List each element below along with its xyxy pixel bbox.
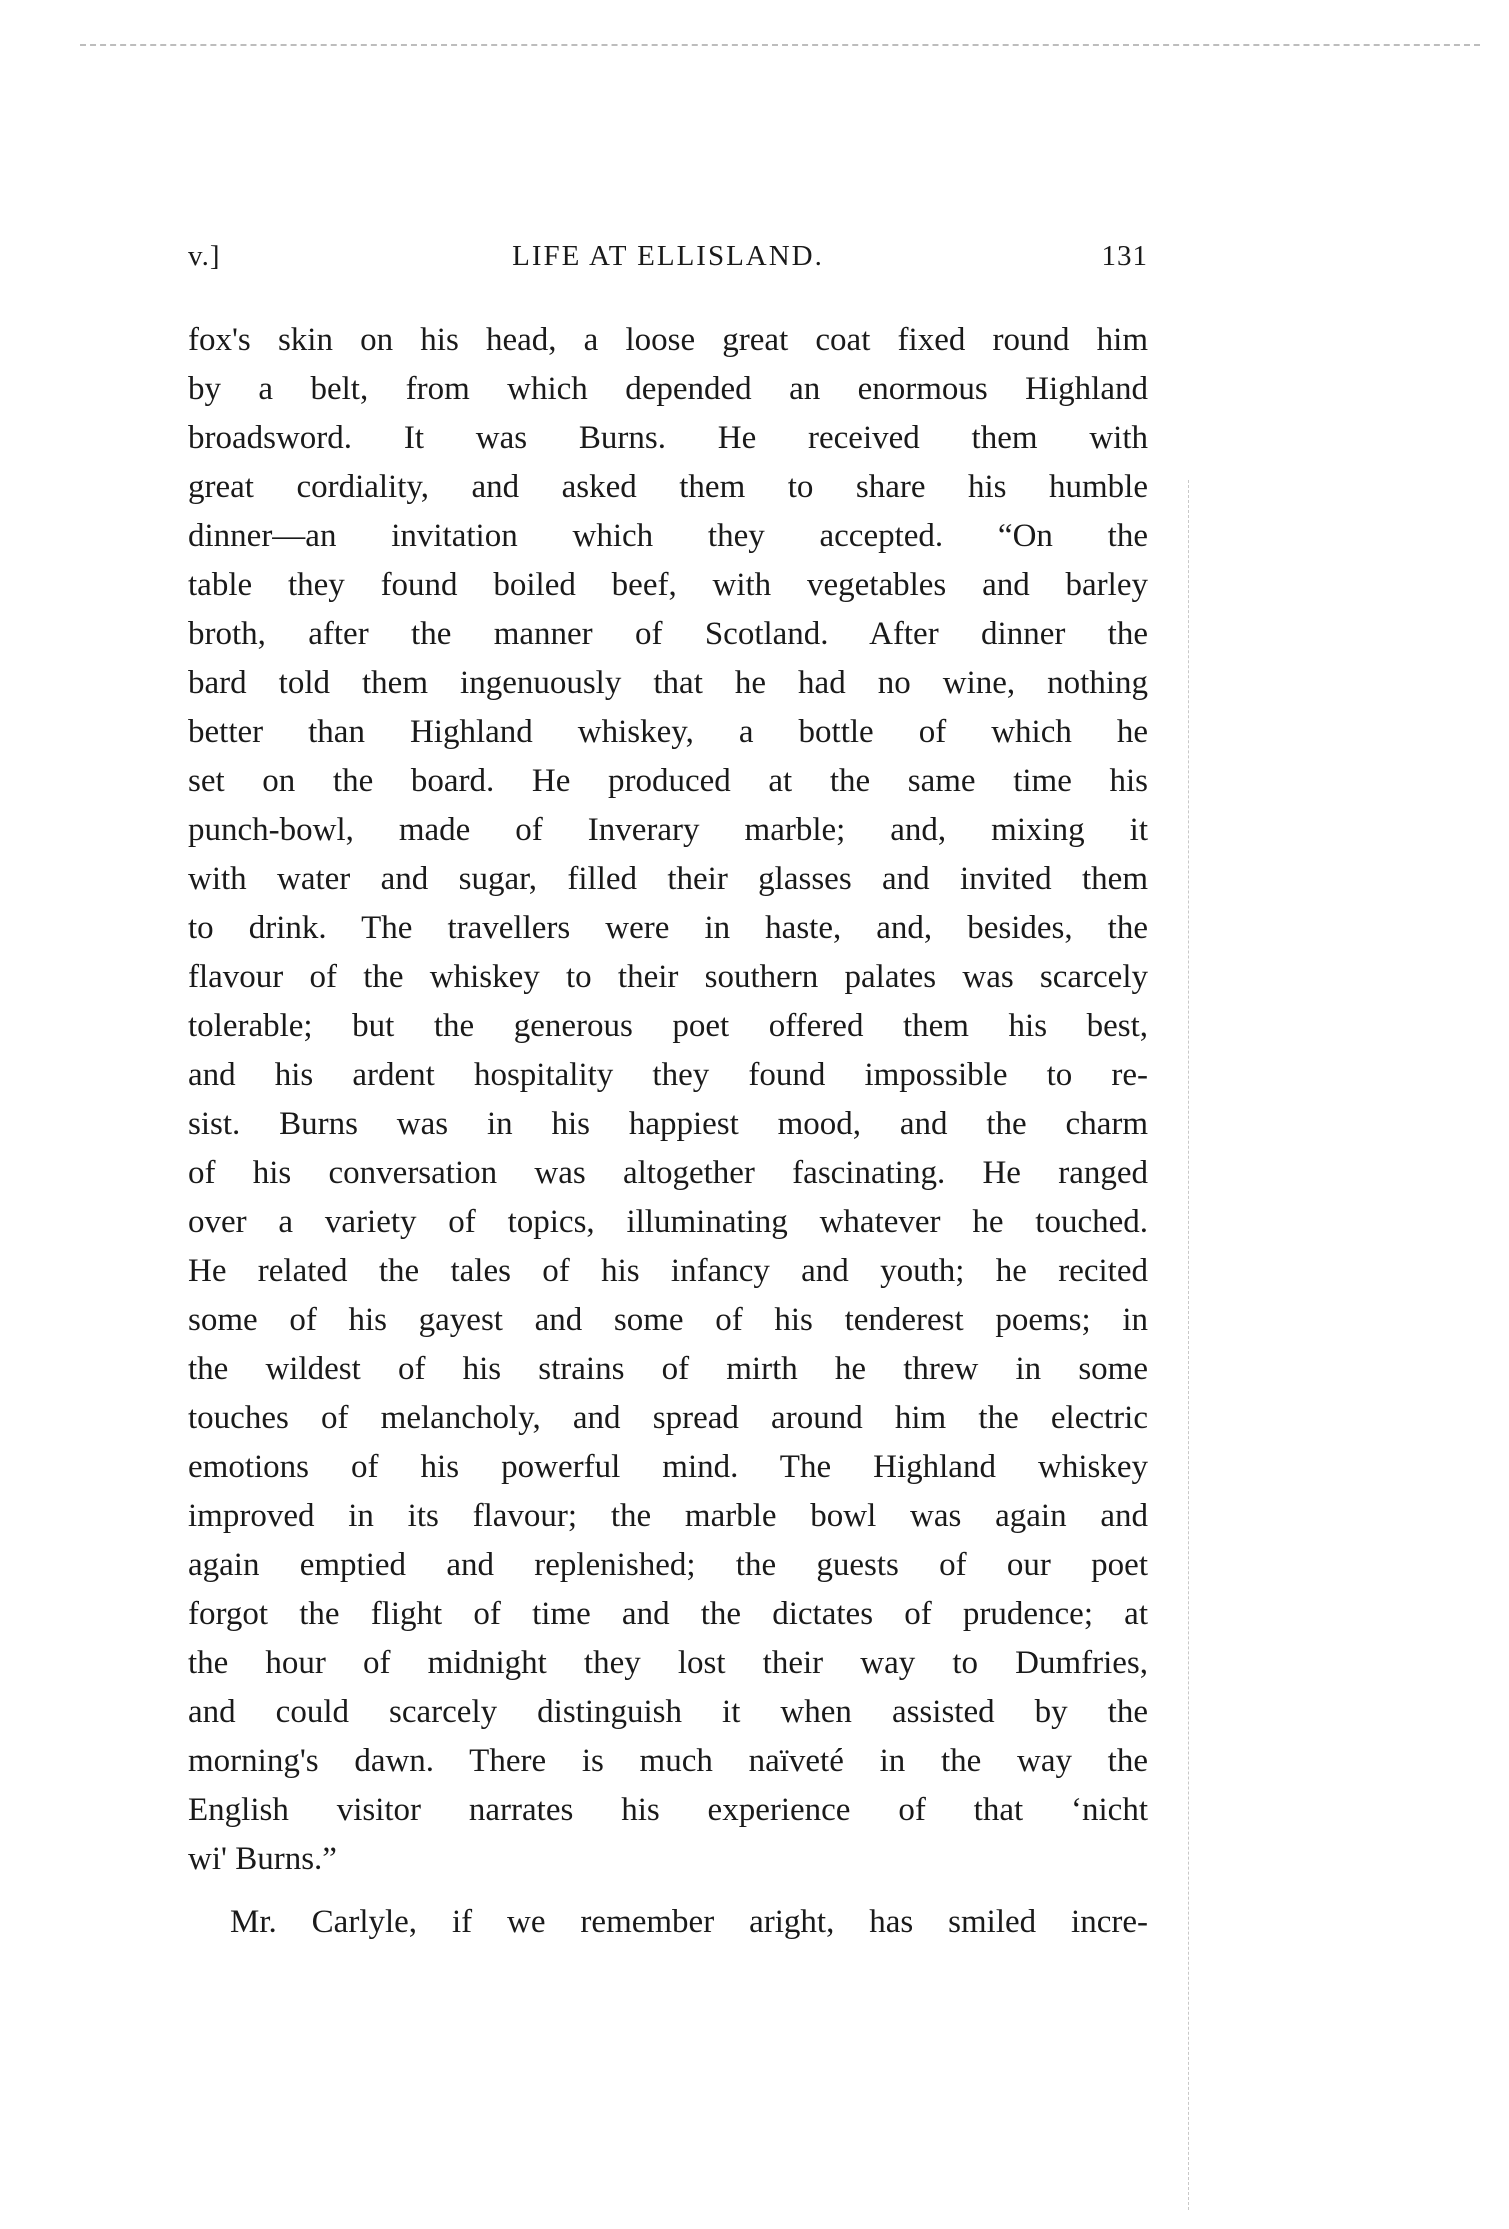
text-line: the wildest of his strains of mirth he threw in some [188,1351,1148,1387]
text-line: of his conversation was altogether fascinating. He ranged [188,1155,1148,1191]
text-line: to drink. The travellers were in haste, and, besides, the [188,910,1148,946]
text-line: better than Highland whiskey, a bottle of which he [188,714,1148,750]
text-line: again emptied and replenished; the guests of our poet [188,1547,1148,1583]
text-line: the hour of midnight they lost their way to Dumfries, [188,1645,1148,1681]
text-line: dinner—an invitation which they accepted. “On the [188,518,1148,554]
text-line: punch-bowl, made of Inverary marble; and, mixing it [188,812,1148,848]
text-line: He related the tales of his infancy and youth; he recited [188,1253,1148,1289]
text-line: by a belt, from which depended an enormous Highland [188,371,1148,407]
text-line: morning's dawn. There is much naïveté in the way the [188,1743,1148,1779]
running-title: LIFE AT ELLISLAND. [512,240,824,272]
text-line: wi' Burns.” [188,1841,337,1877]
text-line: improved in its flavour; the marble bowl was again and [188,1498,1148,1534]
paragraph [188,1898,1148,1947]
text-line: great cordiality, and asked them to share his humble [188,469,1148,505]
text-line: set on the board. He produced at the same time his [188,763,1148,799]
text-line: over a variety of topics, illuminating whatever he touched. [188,1204,1148,1240]
text-line: broth, after the manner of Scotland. After dinner the [188,616,1148,652]
text-line: fox's skin on his head, a loose great coat fixed round him [188,322,1148,358]
paragraph-gap [188,1884,1148,1898]
paragraph [188,316,1148,1884]
text-line: flavour of the whiskey to their southern palates was scarcely [188,959,1148,995]
text-line: touches of melancholy, and spread around him the electric [188,1400,1148,1436]
text-line: broadsword. It was Burns. He received them with [188,420,1148,456]
text-line: and could scarcely distinguish it when assisted by the [188,1694,1148,1730]
text-line: and his ardent hospitality they found impossible to re- [188,1057,1148,1093]
body-text [188,316,1148,1947]
text-line: emotions of his powerful mind. The Highland whiskey [188,1449,1148,1485]
page-header [188,240,1148,280]
text-line: bard told them ingenuously that he had no wine, nothing [188,665,1148,701]
chapter-number: v.] [188,240,221,272]
text-line: English visitor narrates his experience of that ‘nicht [188,1792,1148,1828]
text-line: with water and sugar, filled their glasses and invited them [188,861,1148,897]
text-line: table they found boiled beef, with vegetables and barley [188,567,1148,603]
top-edge-rule [80,44,1480,46]
text-line: some of his gayest and some of his tenderest poems; in [188,1302,1148,1338]
page-number: 131 [1101,240,1148,272]
text-line: Mr. Carlyle, if we remember aright, has smiled incre- [230,1904,1148,1940]
text-line: sist. Burns was in his happiest mood, and the charm [188,1106,1148,1142]
text-line: forgot the flight of time and the dictates of prudence; at [188,1596,1148,1632]
text-line: tolerable; but the generous poet offered them his best, [188,1008,1148,1044]
gutter-edge-rule [1188,480,1189,2210]
